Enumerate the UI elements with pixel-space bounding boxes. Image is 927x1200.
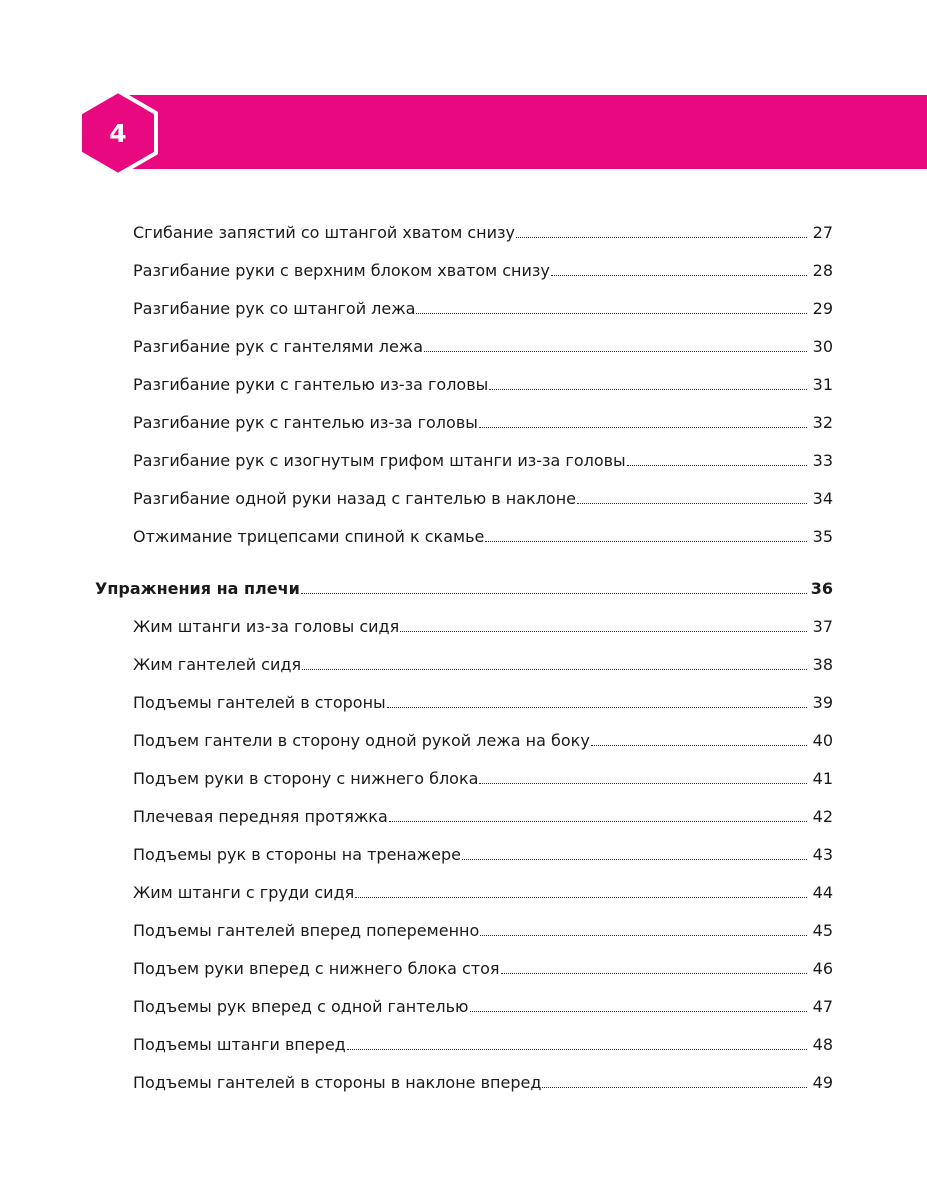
- toc-entry-page: 43: [812, 845, 833, 864]
- dot-leader: [479, 783, 807, 784]
- toc-entry-page: 30: [812, 337, 833, 356]
- toc-entry-page: 41: [812, 769, 833, 788]
- toc-entry-title: Разгибание одной руки назад с гантелью в наклоне: [133, 489, 577, 508]
- toc-entry-page: 37: [812, 617, 833, 636]
- dot-leader: [389, 821, 807, 822]
- toc-entry-title: Подъем руки вперед с нижнего блока стоя: [133, 959, 500, 978]
- chapter-header-band: [128, 95, 927, 169]
- toc-entry[interactable]: [133, 795, 833, 825]
- dot-leader: [542, 1087, 807, 1088]
- toc-entry-page: 31: [812, 375, 833, 394]
- toc-entry-title: Подъемы рук в стороны на тренажере: [133, 845, 461, 864]
- dot-leader: [479, 427, 807, 428]
- dot-leader: [424, 351, 807, 352]
- dot-leader: [489, 389, 807, 390]
- toc-entry[interactable]: [133, 211, 833, 241]
- toc-entry[interactable]: [133, 643, 833, 673]
- toc-entry-page: 48: [812, 1035, 833, 1054]
- toc-entry-title: Разгибание рук с гантелью из-за головы: [133, 413, 478, 432]
- toc-entry[interactable]: [133, 287, 833, 317]
- toc-entry[interactable]: [133, 477, 833, 507]
- dot-leader: [551, 275, 807, 276]
- toc-entry[interactable]: [133, 363, 833, 393]
- toc-section-entry[interactable]: [95, 567, 833, 597]
- toc-entry-page: 49: [812, 1073, 833, 1092]
- toc-entry-title: Подъемы гантелей в стороны в наклоне вперед: [133, 1073, 542, 1092]
- toc-entry-title: Разгибание рук со штангой лежа: [133, 299, 416, 318]
- dot-leader: [485, 541, 807, 542]
- toc-entry[interactable]: [133, 325, 833, 355]
- toc-entry-title: Жим штанги из-за головы сидя: [133, 617, 400, 636]
- dot-leader: [416, 313, 807, 314]
- toc-entry-page: 35: [812, 527, 833, 546]
- toc-entry[interactable]: [133, 1023, 833, 1053]
- dot-leader: [577, 503, 807, 504]
- chapter-badge: [76, 89, 160, 177]
- dot-leader: [591, 745, 807, 746]
- toc-entry-page: 36: [810, 579, 833, 598]
- dot-leader: [516, 237, 807, 238]
- toc-entry-page: 40: [812, 731, 833, 750]
- toc-entry[interactable]: [133, 439, 833, 469]
- dot-leader: [355, 897, 807, 898]
- toc-entry-page: 39: [812, 693, 833, 712]
- toc-entry-title: Подъемы гантелей вперед попеременно: [133, 921, 480, 940]
- toc-entry-title: Разгибание рук с изогнутым грифом штанги из-за головы: [133, 451, 626, 470]
- toc-entry-page: 34: [812, 489, 833, 508]
- toc-entry[interactable]: [133, 757, 833, 787]
- dot-leader: [480, 935, 807, 936]
- toc-entry-page: 33: [812, 451, 833, 470]
- toc-entry-title: Подъемы штанги вперед: [133, 1035, 346, 1054]
- toc-entry-page: 42: [812, 807, 833, 826]
- toc-entry-page: 46: [812, 959, 833, 978]
- toc-entry-title: Подъемы гантелей в стороны: [133, 693, 386, 712]
- toc-entry[interactable]: [133, 401, 833, 431]
- chapter-number: 4: [109, 118, 127, 148]
- toc-entry-title: Сгибание запястий со штангой хватом снизу: [133, 223, 516, 242]
- toc-entry-page: 47: [812, 997, 833, 1016]
- dot-leader: [301, 593, 807, 594]
- toc-entry-title: Отжимание трицепсами спиной к скамье: [133, 527, 485, 546]
- dot-leader: [302, 669, 807, 670]
- dot-leader: [400, 631, 807, 632]
- toc-entry-page: 32: [812, 413, 833, 432]
- dot-leader: [501, 973, 807, 974]
- toc-entry[interactable]: [133, 515, 833, 545]
- toc-entry-title: Подъем гантели в сторону одной рукой лежа на боку: [133, 731, 590, 750]
- toc-entry-page: 38: [812, 655, 833, 674]
- toc-entry-title: Подъемы рук вперед с одной гантелью: [133, 997, 469, 1016]
- toc-entry-page: 28: [812, 261, 833, 280]
- toc-entry-title: Разгибание рук с гантелями лежа: [133, 337, 424, 356]
- toc-entry-page: 45: [812, 921, 833, 940]
- toc-entry[interactable]: [133, 249, 833, 279]
- toc-entry-title: Разгибание руки с верхним блоком хватом снизу: [133, 261, 550, 280]
- toc-entry-title: Жим гантелей сидя: [133, 655, 302, 674]
- toc-entry-title: Разгибание руки с гантелью из-за головы: [133, 375, 489, 394]
- dot-leader: [462, 859, 807, 860]
- toc-entry-page: 29: [812, 299, 833, 318]
- toc-entry[interactable]: [133, 947, 833, 977]
- dot-leader: [470, 1011, 807, 1012]
- dot-leader: [387, 707, 807, 708]
- toc-entry[interactable]: [133, 871, 833, 901]
- toc-entry[interactable]: [133, 681, 833, 711]
- toc-entry-title: Жим штанги с груди сидя: [133, 883, 355, 902]
- toc-entry[interactable]: [133, 909, 833, 939]
- toc-entry-title: Упражнения на плечи: [95, 579, 300, 598]
- toc-entry-title: Подъем руки в сторону с нижнего блока: [133, 769, 479, 788]
- toc-entry[interactable]: [133, 985, 833, 1015]
- toc-entry-page: 44: [812, 883, 833, 902]
- toc-entry[interactable]: [133, 719, 833, 749]
- toc-entry[interactable]: [133, 833, 833, 863]
- toc-entry[interactable]: [133, 605, 833, 635]
- dot-leader: [627, 465, 807, 466]
- toc-entry[interactable]: [133, 1061, 833, 1091]
- toc-entry-title: Плечевая передняя протяжка: [133, 807, 388, 826]
- toc-entry-page: 27: [812, 223, 833, 242]
- dot-leader: [347, 1049, 807, 1050]
